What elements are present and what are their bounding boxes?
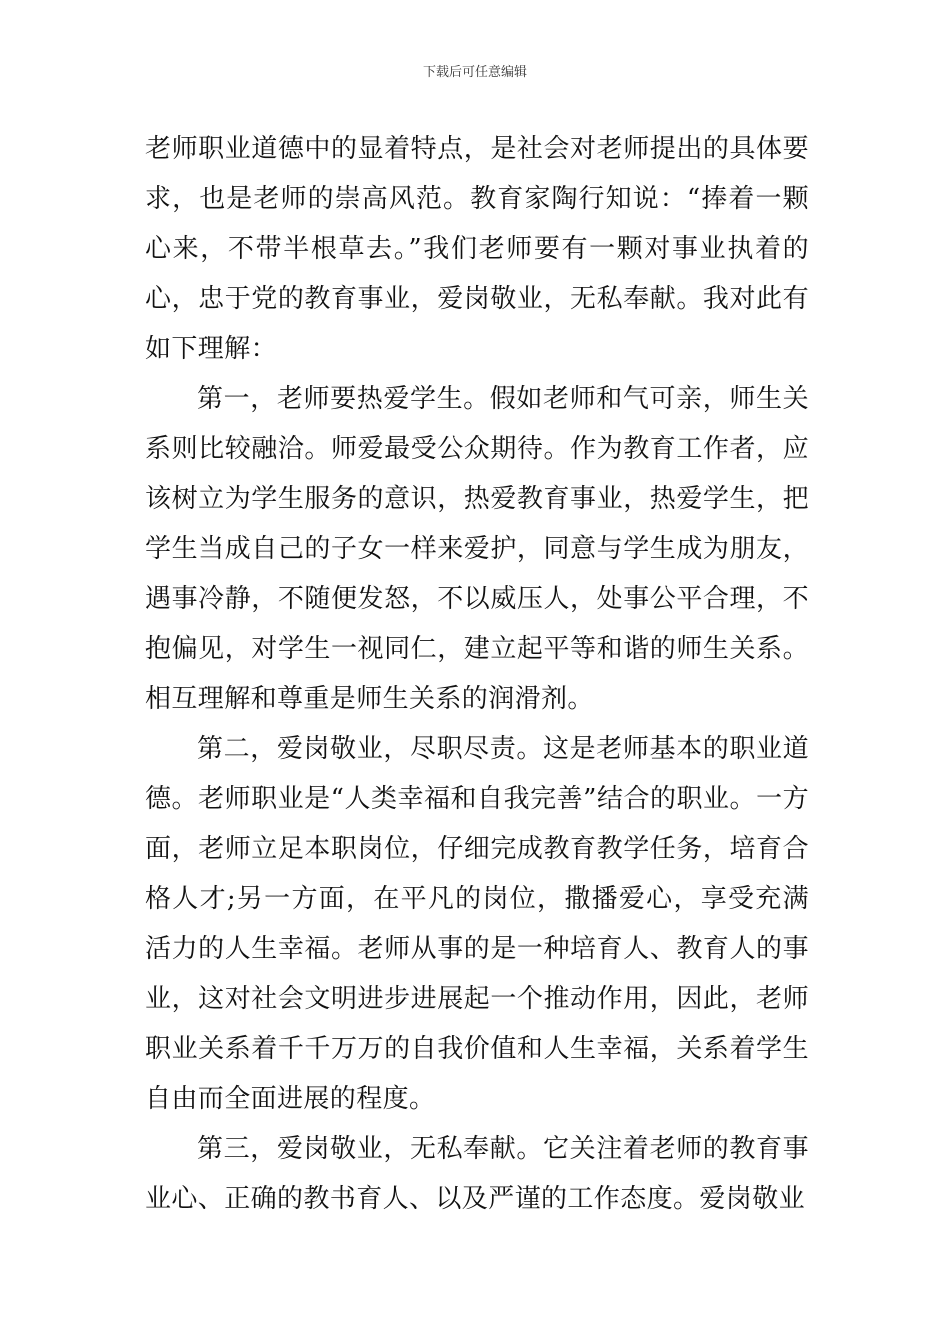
paragraph-third-point: 第三，爱岗敬业，无私奉献。它关注着老师的教育事业心、正确的教书育人、以及严谨的工作态度。爱岗敬业 [145, 1134, 809, 1214]
page-header-note: 下载后可任意编辑 [422, 65, 527, 80]
paragraph-second-point: 第二，爱岗敬业，尽职尽责。这是老师基本的职业道德。老师职业是“人类幸福和自我完善”结合的职业。一方面，老师立足本职岗位，仔细完成教育教学任务，培育合格人才;另一方面，在平凡的岗位，撒播爱心，享受充满活力的人生幸福。老师从事的是一种培育人、教育人的事业，这对社会文明进步进展起一个推动作用，因此，老师职业关系着千千万万的自我价值和人生幸福，关系着学生自由而全面进展的程度。 [145, 734, 809, 1114]
document-body [145, 124, 809, 1224]
paragraph-continuation: 老师职业道德中的显着特点，是社会对老师提出的具体要求，也是老师的崇高风范。教育家陶行知说：“捧着一颗心来，不带半根草去。”我们老师要有一颗对事业执着的心，忠于党的教育事业，爱岗敬业，无私奉献。我对此有如下理解： [145, 134, 809, 364]
paragraph-first-point: 第一，老师要热爱学生。假如老师和气可亲，师生关系则比较融洽。师爱最受公众期待。作为教育工作者，应该树立为学生服务的意识，热爱教育事业，热爱学生，把学生当成自己的子女一样来爱护，同意与学生成为朋友，遇事冷静，不随便发怒，不以威压人，处事公平合理，不抱偏见，对学生一视同仁，建立起平等和谐的师生关系。相互理解和尊重是师生关系的润滑剂。 [145, 384, 809, 714]
